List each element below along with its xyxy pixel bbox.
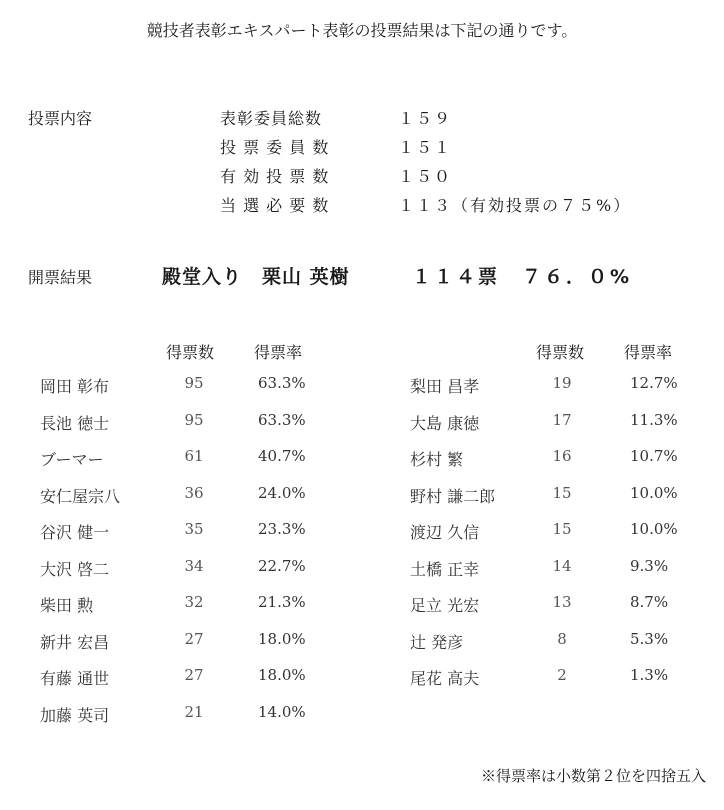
- candidate-name: 杉村 繁: [410, 450, 464, 469]
- candidate-name: 土橋 正幸: [410, 559, 480, 579]
- left-rate-header: 得票率: [254, 343, 303, 362]
- candidate-rate: 63.3%: [258, 410, 306, 429]
- candidate-votes: 19: [552, 374, 572, 392]
- candidate-rate: 10.0%: [630, 483, 678, 502]
- required-votes-value: １１３（有効投票の７５%）: [398, 196, 632, 215]
- candidate-votes: 27: [184, 666, 204, 684]
- candidate-votes: 95: [184, 410, 204, 429]
- left-votes-header: 得票数: [166, 343, 215, 362]
- candidate-votes: 95: [184, 374, 204, 392]
- valid-votes-label: 有 効 投 票 数: [220, 167, 330, 186]
- candidate-rate: 10.0%: [630, 520, 678, 538]
- candidate-name: 谷沢 健一: [40, 523, 110, 542]
- candidate-votes: 17: [552, 410, 572, 429]
- candidate-name: 安仁屋宗八: [40, 486, 121, 506]
- candidate-rate: 5.3%: [630, 629, 669, 648]
- right-votes-header: 得票数: [536, 343, 585, 362]
- voting-members-label: 投 票 委 員 数: [220, 138, 330, 157]
- candidate-votes: 27: [184, 629, 204, 648]
- voting-members-value: １５１: [398, 138, 453, 157]
- intro-text: 競技者表彰エキスパート表彰の投票結果は下記の通りです。: [146, 21, 578, 40]
- candidate-rate: 40.7%: [258, 447, 306, 465]
- result-winner: 殿堂入り 栗山 英樹: [162, 266, 350, 288]
- candidate-name: 梨田 昌孝: [410, 377, 480, 396]
- candidate-name: 尾花 高夫: [410, 669, 480, 688]
- rounding-note: ※得票率は小数第２位を四捨五入: [480, 767, 706, 785]
- candidate-votes: 16: [552, 447, 572, 465]
- candidate-votes: 8: [557, 629, 567, 648]
- result-label: 開票結果: [28, 268, 93, 287]
- candidate-name: 大島 康徳: [410, 413, 480, 433]
- candidate-name: ブーマー: [40, 450, 104, 469]
- candidate-votes: 32: [184, 593, 204, 611]
- candidate-votes: 21: [184, 702, 204, 721]
- candidate-votes: 15: [552, 520, 572, 538]
- candidate-name: 加藤 英司: [40, 705, 110, 725]
- result-figures: １１４票 ７６．０%: [412, 266, 633, 288]
- candidate-rate: 8.7%: [630, 593, 669, 611]
- candidate-name: 岡田 彰布: [40, 377, 110, 396]
- candidate-rate: 24.0%: [258, 483, 306, 502]
- right-rate-header: 得票率: [624, 343, 673, 362]
- vote-content-label: 投票内容: [28, 109, 93, 128]
- candidate-name: 柴田 勲: [40, 596, 94, 615]
- candidate-name: 大沢 啓二: [40, 559, 110, 579]
- candidate-rate: 9.3%: [630, 556, 669, 575]
- candidate-votes: 34: [184, 556, 204, 575]
- candidate-votes: 2: [557, 666, 567, 684]
- candidate-rate: 23.3%: [258, 520, 306, 538]
- candidate-rate: 10.7%: [630, 447, 678, 465]
- candidate-rate: 18.0%: [258, 666, 306, 684]
- candidate-votes: 36: [184, 483, 204, 502]
- candidate-rate: 12.7%: [630, 374, 678, 392]
- candidate-votes: 61: [184, 447, 204, 465]
- candidate-name: 野村 謙二郎: [410, 486, 496, 506]
- candidate-rate: 63.3%: [258, 374, 306, 392]
- candidate-name: 有藤 通世: [40, 669, 110, 688]
- candidate-name: 渡辺 久信: [410, 523, 480, 542]
- candidate-rate: 18.0%: [258, 629, 306, 648]
- valid-votes-value: １５０: [398, 167, 453, 186]
- committee-total-label: 表彰委員総数: [220, 109, 323, 128]
- candidate-name: 足立 光宏: [410, 596, 480, 615]
- committee-total-value: １５９: [398, 109, 453, 128]
- candidate-votes: 13: [552, 593, 572, 611]
- candidate-rate: 14.0%: [258, 702, 306, 721]
- candidate-name: 長池 徳士: [40, 413, 110, 433]
- candidate-votes: 35: [184, 520, 204, 538]
- candidate-rate: 21.3%: [258, 593, 306, 611]
- candidate-votes: 15: [552, 483, 572, 502]
- candidate-votes: 14: [552, 556, 572, 575]
- candidate-name: 新井 宏昌: [40, 632, 110, 652]
- candidate-rate: 1.3%: [630, 666, 669, 684]
- candidate-rate: 11.3%: [630, 410, 678, 429]
- candidate-rate: 22.7%: [258, 556, 306, 575]
- required-votes-label: 当 選 必 要 数: [220, 196, 330, 215]
- candidate-name: 辻 発彦: [410, 632, 464, 652]
